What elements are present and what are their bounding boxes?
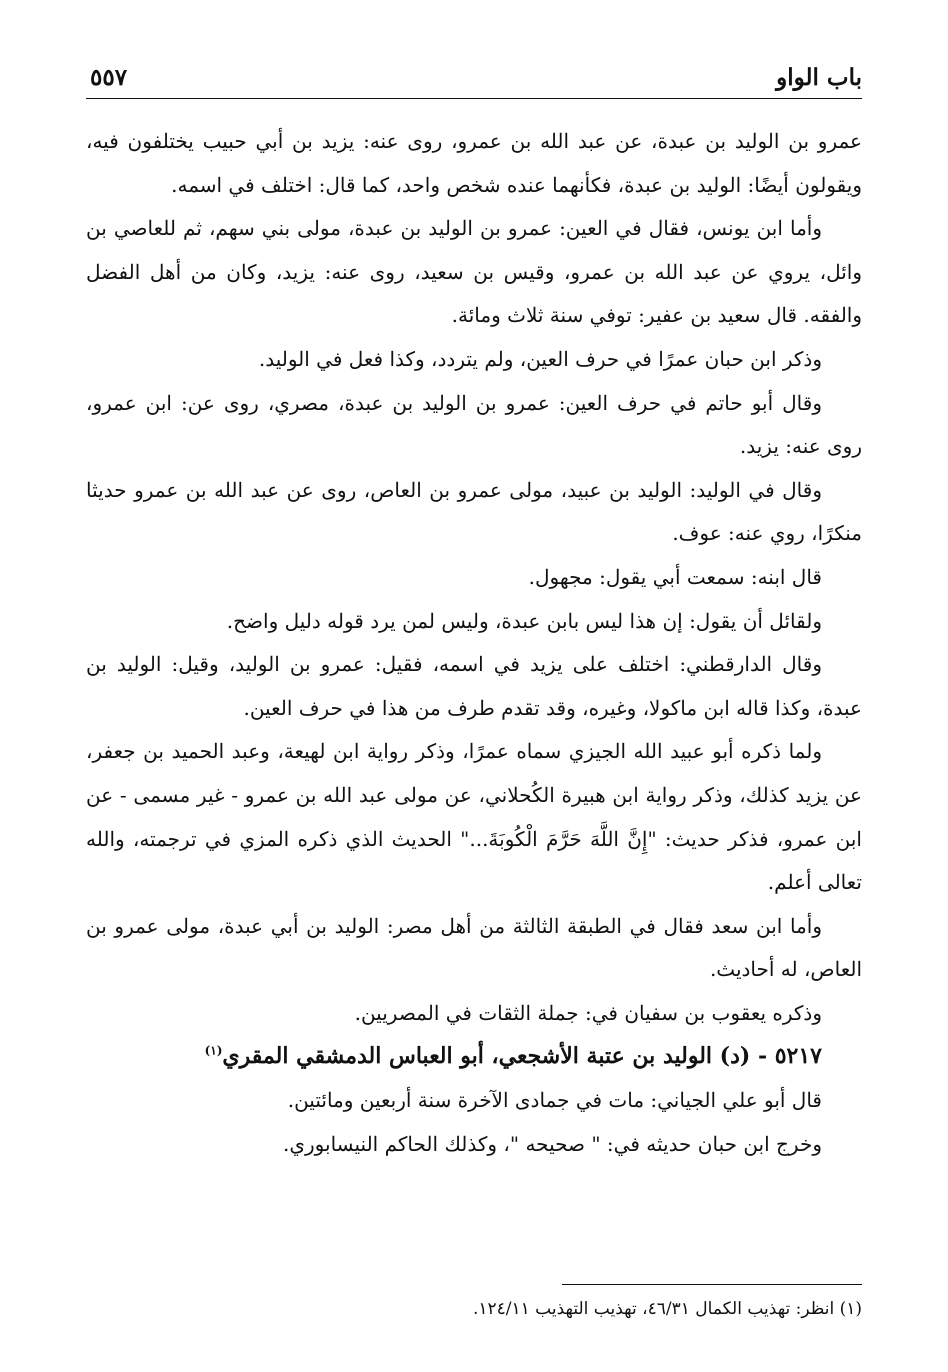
entry-line-2: وخرج ابن حبان حديثه في: " صحيحه "، وكذلك الحاكم النيسابوري. [283, 1131, 822, 1156]
paragraph-3: وذكر ابن حبان عمرًا في حرف العين، ولم يتردد، وكذا فعل في الوليد. [258, 346, 822, 371]
paragraph-5: وقال في الوليد: الوليد بن عبيد، مولى عمرو بن العاص، روى عن عبد الله بن عمرو حديثا منكرًا، روي عنه: عوف. [86, 477, 862, 546]
paragraph-4: وقال أبو حاتم في حرف العين: عمرو بن الوليد بن عبدة، مصري، روى عن: ابن عمرو، روى عنه: يزيد. [86, 390, 862, 459]
running-head [86, 58, 862, 98]
entry-heading-text: ٥٢١٧ - (د) الوليد بن عتبة الأشجعي، أبو العباس الدمشقي المقري [222, 1043, 822, 1070]
running-title: باب الواو [776, 64, 862, 91]
paragraph-2: وأما ابن يونس، فقال في العين: عمرو بن الوليد بن عبدة، مولى بني سهم، ثم للعاصي بن وائل، يروي عن عبد الله بن عمرو، وقيس بن سعيد، روى عنه: يزيد، وكان من أهل الفضل والفقه. قال سعيد بن عفير: توفي سنة ثلاث ومائة. [86, 216, 862, 328]
book-page [86, 58, 862, 1348]
footnote: (١) انظر: تهذيب الكمال ٤٦/٣١، تهذيب التهذيب ١٢٤/١١. [472, 1299, 862, 1319]
body-text [86, 120, 862, 1166]
header-rule [86, 98, 862, 99]
paragraph-8: وقال الدارقطني: اختلف على يزيد في اسمه، فقيل: عمرو بن الوليد، وقيل: الوليد بن عبدة، وكذا قاله ابن ماكولا، وغيره، وقد تقدم طرف من هذا في حرف العين. [86, 652, 862, 720]
footnote-reference[interactable]: (١) [204, 1044, 223, 1059]
paragraph-1: عمرو بن الوليد بن عبدة، عن عبد الله بن عمرو، روى عنه: يزيد بن أبي حبيب يختلفون فيه، ويقولون أيضًا: الوليد بن عبدة، فكأنهما عنده شخص واحد، كما قال: اختلف في اسمه. [86, 129, 862, 197]
entry-line-1: قال أبو علي الجياني: مات في جمادى الآخرة سنة أربعين ومائتين. [287, 1088, 822, 1113]
footnote-rule [562, 1284, 862, 1285]
page-number: ٥٥٧ [90, 64, 128, 91]
paragraph-6: قال ابنه: سمعت أبي يقول: مجهول. [528, 564, 822, 589]
paragraph-10: وأما ابن سعد فقال في الطبقة الثالثة من أهل مصر: الوليد بن أبي عبدة، مولى عمرو بن العاص، له أحاديث. [86, 913, 862, 982]
paragraph-11: وذكره يعقوب بن سفيان في: جملة الثقات في المصريين. [354, 1000, 822, 1025]
paragraph-9: ولما ذكره أبو عبيد الله الجيزي سماه عمرًا، وذكر رواية ابن لهيعة، وعبد الحميد بن جعفر، عن يزيد كذلك، وذكر رواية ابن هبيرة الكُحلاني، عن مولى عبد الله بن عمرو - غير مسمى - عن ابن عمرو، فذكر حديث: "إِنَّ اللَّهَ حَرَّمَ الْكُوبَةَ..." الحديث الذي ذكره المزي في ترجمته، والله تعالى أعلم. [86, 739, 862, 895]
paragraph-7: ولقائل أن يقول: إن هذا ليس بابن عبدة، وليس لمن يرد قوله دليل واضح. [226, 608, 822, 633]
entry-heading [86, 1035, 862, 1079]
